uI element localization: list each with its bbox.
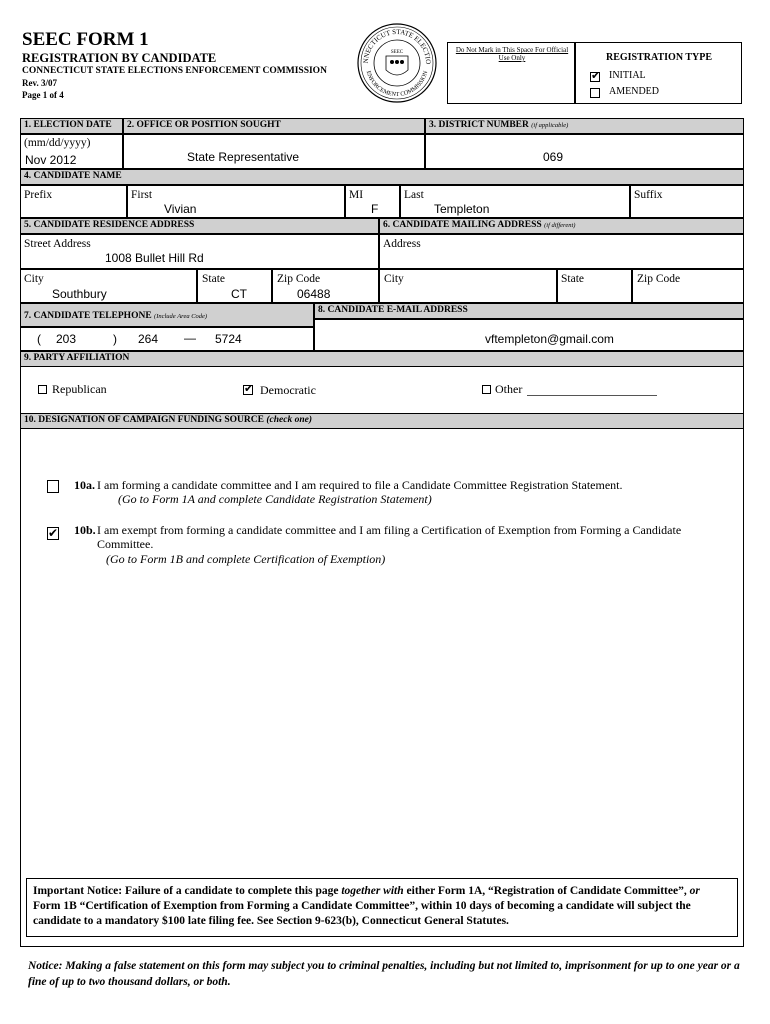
phone-close-paren: ) <box>113 332 117 346</box>
option-10b-checkbox[interactable] <box>47 527 59 540</box>
phone-area-code: 203 <box>56 332 77 346</box>
option-10b-sub: (Go to Form 1B and complete Certification of Exemption) <box>106 552 386 566</box>
district-cell[interactable] <box>425 134 744 169</box>
res-state-value: CT <box>231 287 247 301</box>
mail-state-label: State <box>561 273 584 285</box>
svg-text:ENFORCEMENT COMMISSION: ENFORCEMENT COMMISSION <box>364 70 430 99</box>
option-10b-text: I am exempt from forming a candidate committee and I am filing a Certification of Exemption from Forming a Candidate <box>97 523 682 537</box>
democratic-checkbox[interactable] <box>243 382 254 395</box>
phone-dash: — <box>184 331 196 345</box>
checkmark-icon: ✔ <box>591 69 601 82</box>
first-name-cell[interactable] <box>127 185 345 218</box>
email-cell[interactable] <box>314 319 744 351</box>
mail-zip-cell[interactable] <box>632 269 744 303</box>
mail-city-label: City <box>384 273 404 285</box>
res-state-label: State <box>202 273 225 285</box>
prefix-label: Prefix <box>24 189 53 201</box>
mi-value: F <box>371 202 379 216</box>
office-cell[interactable] <box>123 134 425 169</box>
important-notice-box <box>26 878 738 937</box>
section6-header: 6. CANDIDATE MAILING ADDRESS (if different) <box>379 218 744 234</box>
mailing-address-label: Address <box>383 238 421 250</box>
phone-open-paren: ( <box>37 332 41 346</box>
other-checkbox[interactable] <box>482 385 491 394</box>
res-city-value: Southbury <box>52 287 107 301</box>
street-address-cell[interactable] <box>20 234 379 269</box>
initial-label: INITIAL <box>609 70 646 81</box>
amended-label: AMENDED <box>609 86 659 97</box>
initial-checkbox[interactable] <box>590 69 601 82</box>
telephone-cell[interactable] <box>20 327 314 351</box>
revision: Rev. 3/07 <box>22 78 57 88</box>
mail-city-cell[interactable] <box>379 269 557 303</box>
street-address-label: Street Address <box>24 238 91 250</box>
section8-header: 8. CANDIDATE E-MAIL ADDRESS <box>314 303 744 319</box>
res-city-cell[interactable] <box>20 269 197 303</box>
agency-name: CONNECTICUT STATE ELECTIONS ENFORCEMENT COMMISSION <box>22 66 327 76</box>
street-address-value: 1008 Bullet Hill Rd <box>105 251 204 265</box>
mi-cell[interactable] <box>345 185 400 218</box>
election-date-value: Nov 2012 <box>25 153 77 167</box>
mi-label: MI <box>349 189 364 201</box>
option-10a-sub: (Go to Form 1A and complete Candidate Registration Statement) <box>118 492 432 506</box>
republican-checkbox[interactable] <box>38 385 47 394</box>
suffix-label: Suffix <box>634 189 663 201</box>
section5-header: 5. CANDIDATE RESIDENCE ADDRESS <box>20 218 379 234</box>
amended-checkbox[interactable] <box>590 88 600 98</box>
official-use-text: Do Not Mark in This Space For Official Use Only <box>455 46 569 62</box>
first-name-label: First <box>131 189 153 201</box>
phone-line: 5724 <box>215 332 242 346</box>
form-title: SEEC FORM 1 <box>22 29 149 50</box>
state-seal-icon <box>356 22 438 104</box>
mail-state-cell[interactable] <box>557 269 632 303</box>
section7-header: 7. CANDIDATE TELEPHONE (Include Area Code) <box>20 303 314 327</box>
suffix-cell[interactable] <box>630 185 744 218</box>
res-zip-value: 06488 <box>297 287 331 301</box>
form-subtitle: REGISTRATION BY CANDIDATE <box>22 51 217 65</box>
res-zip-label: Zip Code <box>277 273 321 285</box>
false-statement-notice: Notice: Making a false statement on this form may subject you to criminal penalties, including but not limited to, imprisonment for up to one year or a fine of up to two thousand dollars, or both. <box>28 960 740 988</box>
section1-header: 1. ELECTION DATE <box>20 118 123 134</box>
important-notice-text: Important Notice: Failure of a candidate to complete this page together with either Form 1A, “Registration of Candidate Committee”, or Form 1B “Certification of Exemption from Forming a Candidate Committee”, within 10 days of becoming a candidate will subject the candidate to a mandatory $100 late filing fee. See Section 9-623(b), Connecticut General Statutes. <box>33 885 700 927</box>
prefix-cell[interactable] <box>20 185 127 218</box>
republican-label: Republican <box>52 382 107 396</box>
democratic-label: Democratic <box>260 383 316 397</box>
section9-header: 9. PARTY AFFILIATION <box>20 351 744 367</box>
section10-header: 10. DESIGNATION OF CAMPAIGN FUNDING SOURCE (check one) <box>20 413 744 429</box>
section3-header: 3. DISTRICT NUMBER (if applicable) <box>425 118 744 134</box>
official-use-box <box>447 42 575 104</box>
res-city-label: City <box>24 273 44 285</box>
option-10a-id: 10a. <box>74 478 95 492</box>
last-name-value: Templeton <box>434 202 490 216</box>
mail-zip-label: Zip Code <box>637 273 681 285</box>
office-value: State Representative <box>187 150 300 164</box>
email-value: vftempleton@gmail.com <box>485 332 614 346</box>
checkmark-icon: ✔ <box>48 526 59 540</box>
res-state-cell[interactable] <box>197 269 272 303</box>
option-10b-text2: Committee. <box>97 537 154 551</box>
last-name-label: Last <box>404 189 424 201</box>
election-date-cell[interactable] <box>20 134 123 169</box>
date-format-label: (mm/dd/yyyy) <box>24 137 91 149</box>
section2-header: 2. OFFICE OR POSITION SOUGHT <box>123 118 425 134</box>
first-name-value: Vivian <box>164 202 197 216</box>
svg-text:SEEC: SEEC <box>390 50 404 55</box>
other-underline[interactable] <box>527 395 657 396</box>
other-label: Other <box>495 382 523 396</box>
last-name-cell[interactable] <box>400 185 630 218</box>
registration-type-title: REGISTRATION TYPE <box>606 52 713 63</box>
option-10b-id: 10b. <box>74 523 96 537</box>
res-zip-cell[interactable] <box>272 269 379 303</box>
registration-type-box <box>575 42 742 104</box>
svg-text:CONNECTICUT STATE ELECTIONS: NNECTICUT STATE ELECTIO <box>361 27 433 65</box>
option-10a-checkbox[interactable] <box>47 480 59 493</box>
mailing-address-cell[interactable] <box>379 234 744 269</box>
district-value: 069 <box>543 150 564 164</box>
page-number: Page 1 of 4 <box>22 90 64 100</box>
option-10a-text: I am forming a candidate committee and I am required to file a Candidate Committee Registration Statement. <box>97 478 623 492</box>
checkmark-icon: ✔ <box>244 382 254 395</box>
phone-prefix: 264 <box>138 332 159 346</box>
section4-header: 4. CANDIDATE NAME <box>20 169 744 185</box>
